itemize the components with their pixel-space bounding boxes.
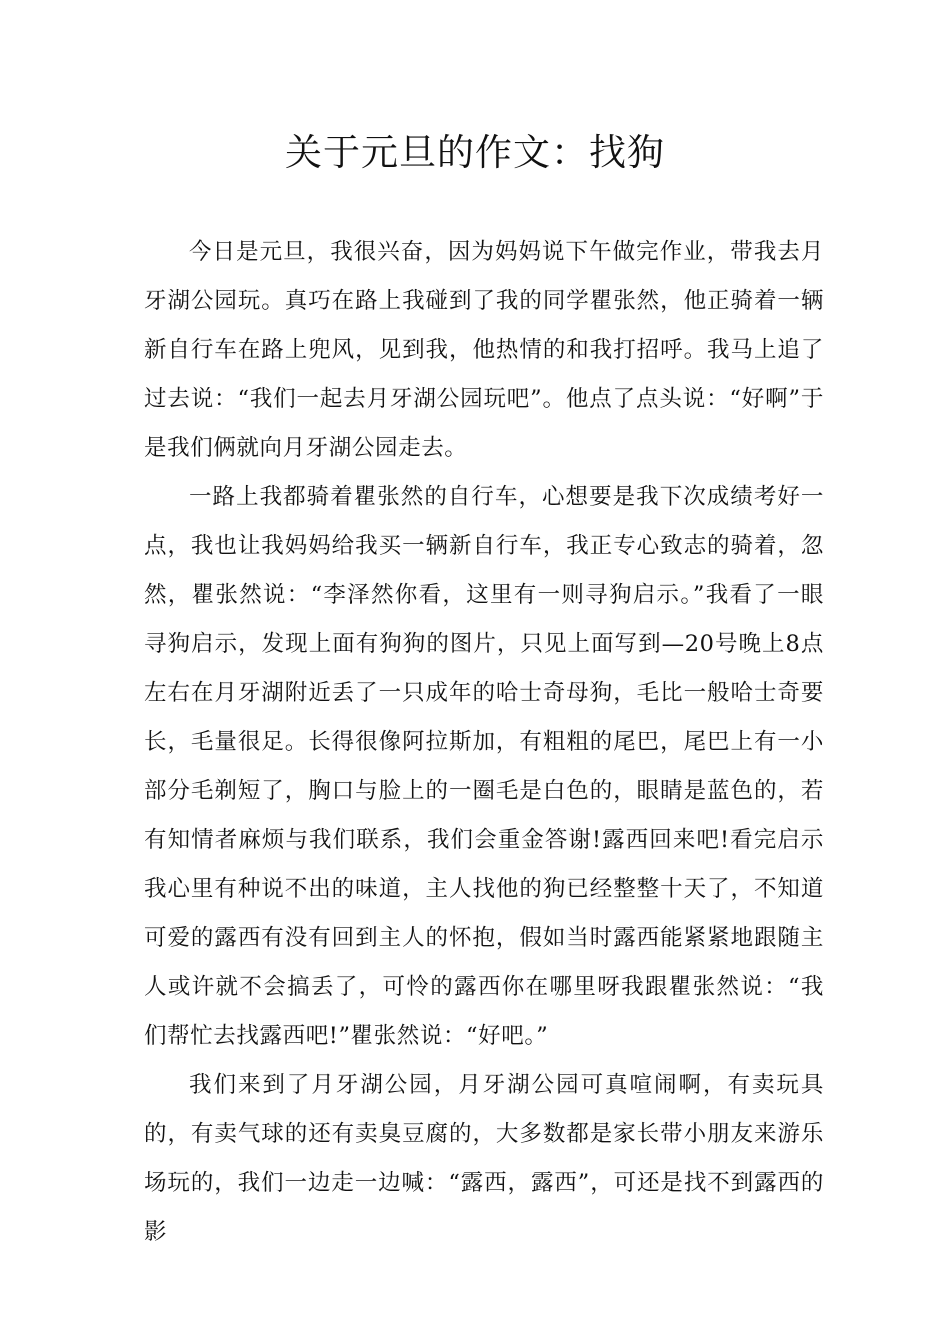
page-title: 关于元旦的作文：找狗 — [285, 131, 665, 174]
paragraph-2: 一路上我都骑着瞿张然的自行车，心想要是我下次成绩考好一点，我也让我妈妈给我买一辆新自行车，我正专心致志的骑着，忽然，瞿张然说：“李泽然你看，这里有一则寻狗启示。”我看了一眼寻狗启示，发现上面有狗狗的图片，只见上面写到—20号晚上8点左右在月牙湖附近丢了一只成年的哈士奇母狗，毛比一般哈士奇要长，毛量很足。长得很像阿拉斯加，有粗粗的尾巴，尾巴上有一小部分毛剃短了，胸口与脸上的一圈毛是白色的，眼睛是蓝色的，若有知情者麻烦与我们联系，我们会重金答谢!露西回来吧!看完启示我心里有种说不出的味道，主人找他的狗已经整整十天了，不知道可爱的露西有没有回到主人的怀抱，假如当时露西能紧紧地跟随主人或许就不会搞丢了，可怜的露西你在哪里呀我跟瞿张然说：“我们帮忙去找露西吧!”瞿张然说：“好吧。” — [144, 484, 824, 1049]
essay-body — [144, 228, 824, 1257]
paragraph-3: 我们来到了月牙湖公园，月牙湖公园可真喧闹啊，有卖玩具的，有卖气球的还有卖臭豆腐的，大多数都是家长带小朋友来游乐场玩的，我们一边走一边喊：“露西，露西”，可还是找不到露西的影 — [144, 1072, 824, 1245]
paragraph-1: 今日是元旦，我很兴奋，因为妈妈说下午做完作业，带我去月牙湖公园玩。真巧在路上我碰到了我的同学瞿张然，他正骑着一辆新自行车在路上兜风，见到我，他热情的和我打招呼。我马上追了过去说：“我们一起去月牙湖公园玩吧”。他点了点头说：“好啊”于是我们俩就向月牙湖公园走去。 — [144, 239, 824, 461]
